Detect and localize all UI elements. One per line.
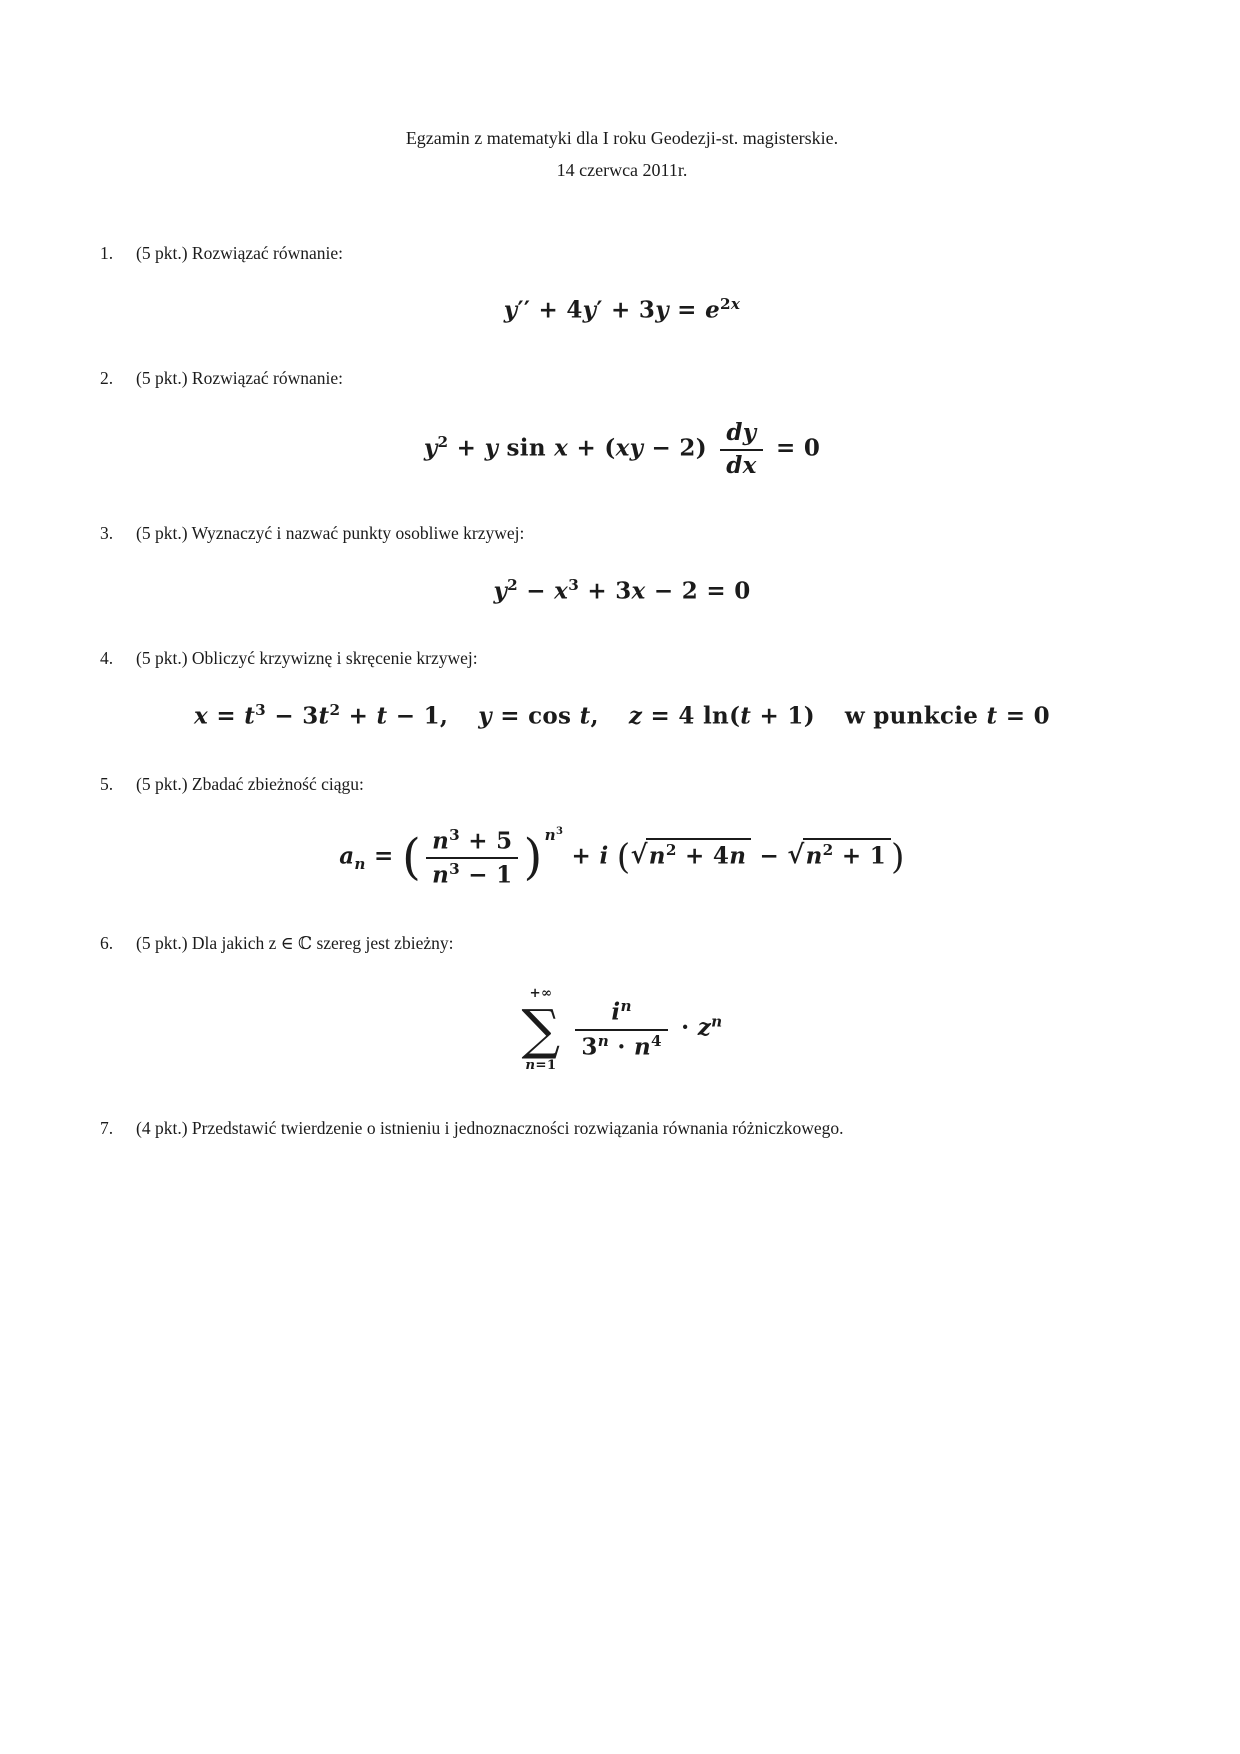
problem-3: [100, 521, 1144, 604]
problem-2: [100, 366, 1144, 479]
problem-5-formula: $a_n$ = ( $\frac{n^3 + 5}{n^3 - 1}$ ) $^{n^3}$ + i ($√n^2 + 4n - √n^2 + 1$ ): [339, 825, 905, 889]
problem-2-heading: [100, 366, 1144, 391]
problem-1-formula: $y'' + 4y' + 3y = e^{2x}$: [503, 295, 741, 324]
problem-number: 7.: [100, 1117, 114, 1138]
problem-number: 5.: [100, 773, 114, 794]
exam-date: 14 czerwca 2011r.: [556, 160, 688, 181]
problem-1-heading: [100, 241, 1144, 266]
problem-6-heading: [100, 931, 1144, 956]
problem-6-formula: +∞ ∑ n=1 $\frac{i^n}{3^n \cdot n^4}$ · $z^n$: [521, 985, 723, 1074]
problem-4: [100, 646, 1144, 729]
problem-text: (4 pkt.) Przedstawić twierdzenie o istnieniu i jednoznaczności rozwiązania równania różniczkowego.: [136, 1117, 844, 1138]
problem-text: (5 pkt.) Zbadać zbieżność ciągu:: [136, 773, 364, 794]
problem-3-heading: [100, 521, 1144, 546]
problem-number: 3.: [100, 523, 114, 544]
problem-text: (5 pkt.) Obliczyć krzywiznę i skręcenie krzywej:: [136, 648, 478, 669]
problem-text: (5 pkt.) Rozwiązać równanie:: [136, 367, 344, 388]
problem-text: (5 pkt.) Rozwiązać równanie:: [136, 242, 344, 263]
exam-header: [100, 122, 1144, 187]
problem-number: 2.: [100, 367, 114, 388]
problem-3-formula: $y^2 - x^3 + 3x - 2 = 0$: [493, 575, 751, 605]
problem-number: 6.: [100, 932, 114, 953]
problem-1: [100, 241, 1144, 324]
problem-7-heading: [100, 1116, 1144, 1141]
problem-5: [100, 772, 1144, 889]
problem-4-heading: [100, 646, 1144, 671]
problem-text: (5 pkt.) Dla jakich z ∈ ℂ szereg jest zbieżny:: [136, 932, 454, 953]
problem-4-formula: $x = t^3 - 3t^2 + t - 1$, y = cos t, z = 4 ln(t + 1) w punkcie t = 0: [194, 700, 1050, 730]
problem-6: [100, 931, 1144, 1074]
problem-5-heading: [100, 772, 1144, 797]
exam-title: Egzamin z matematyki dla I roku Geodezji-st. magisterskie.: [405, 128, 839, 148]
problem-number: 4.: [100, 648, 114, 669]
problem-2-formula: $y^2 + y$ sin x + (xy − 2) $\frac{dy}{dx}$ = 0: [423, 419, 821, 479]
problem-text: (5 pkt.) Wyznaczyć i nazwać punkty osobliwe krzywej:: [136, 523, 525, 544]
problem-number: 1.: [100, 242, 114, 263]
problem-7: [100, 1116, 1144, 1141]
